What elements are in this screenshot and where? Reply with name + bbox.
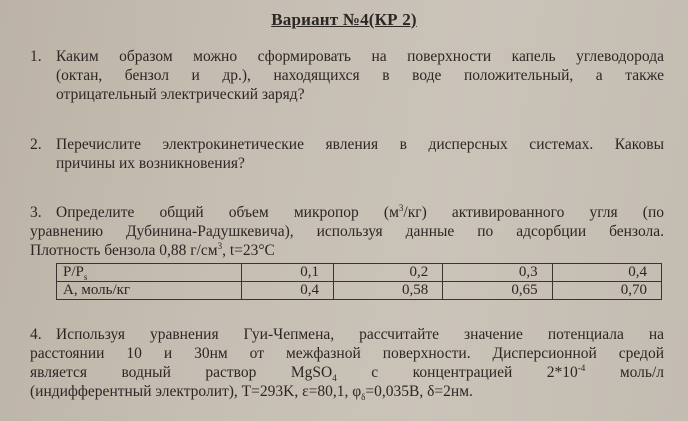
question-2-line-1: 2. Перечислите электрокинетические явления в дисперсных системах. Каковы [30,136,664,153]
table-cell: 0,1 [242,264,334,282]
table-cell: 0,4 [242,282,334,300]
table-row [57,264,662,282]
table-row-label: А, моль/кг [57,282,242,300]
question-4-line-4: (индифферентный электролит), T=293K, ε=80,1, $\varphi_\delta=0,035В$, δ=2нм. [30,383,473,403]
question-1-line-1: 1. Каким образом можно сформировать на поверхности капель углеводорода [30,48,664,65]
adsorption-table [56,263,662,300]
question-1-number: 1. [30,48,42,65]
question-1 [30,47,664,104]
question-4 [30,325,664,401]
question-3 [30,203,664,260]
table-row [57,282,662,300]
question-3-line-1: 3. Определите общий объем микропор $(м^3/кг)$ активированного угля (по [30,202,664,221]
question-3-number: 3. [30,204,42,221]
question-3-line-3: Плотность бензола 0,88 $г/см^3$, t=23°С [30,240,275,259]
question-4-line-3: является водный раствор MgSO$_4$ с концентрацией $2*10^{-4}$ моль/л [30,362,665,384]
question-1-line-2: (октан, бензол и др.), находящихся в воде положительный, а также [56,67,664,84]
question-2-line-2: причины их возникновения? [56,155,245,172]
table-cell: 0,65 [443,282,552,300]
table-cell: 0,2 [333,264,442,282]
question-2-number: 2. [30,136,42,153]
page-title: Вариант №4(КР 2) [271,10,417,29]
question-2 [30,135,664,173]
question-1-line-3: отрицательный электрический заряд? [56,86,305,103]
table-cell: 0,58 [333,282,442,300]
table-cell: 0,3 [443,264,552,282]
table-cell: 0,4 [552,264,661,282]
table-cell: 0,70 [552,282,661,300]
question-4-line-1: 4. Используя уравнения Гуи-Чепмена, рассчитайте значение потенциала на [30,326,664,343]
question-4-line-2: расстоянии 10 и 30нм от межфазной поверхности. Дисперсионной средой [30,345,664,362]
question-4-number: 4. [30,326,42,343]
table-row-label: $Р/Р_s$ [57,264,242,282]
question-3-line-2: уравнению Дубинина-Радушкевича), используя данные по адсорбции бензола. [30,223,664,240]
